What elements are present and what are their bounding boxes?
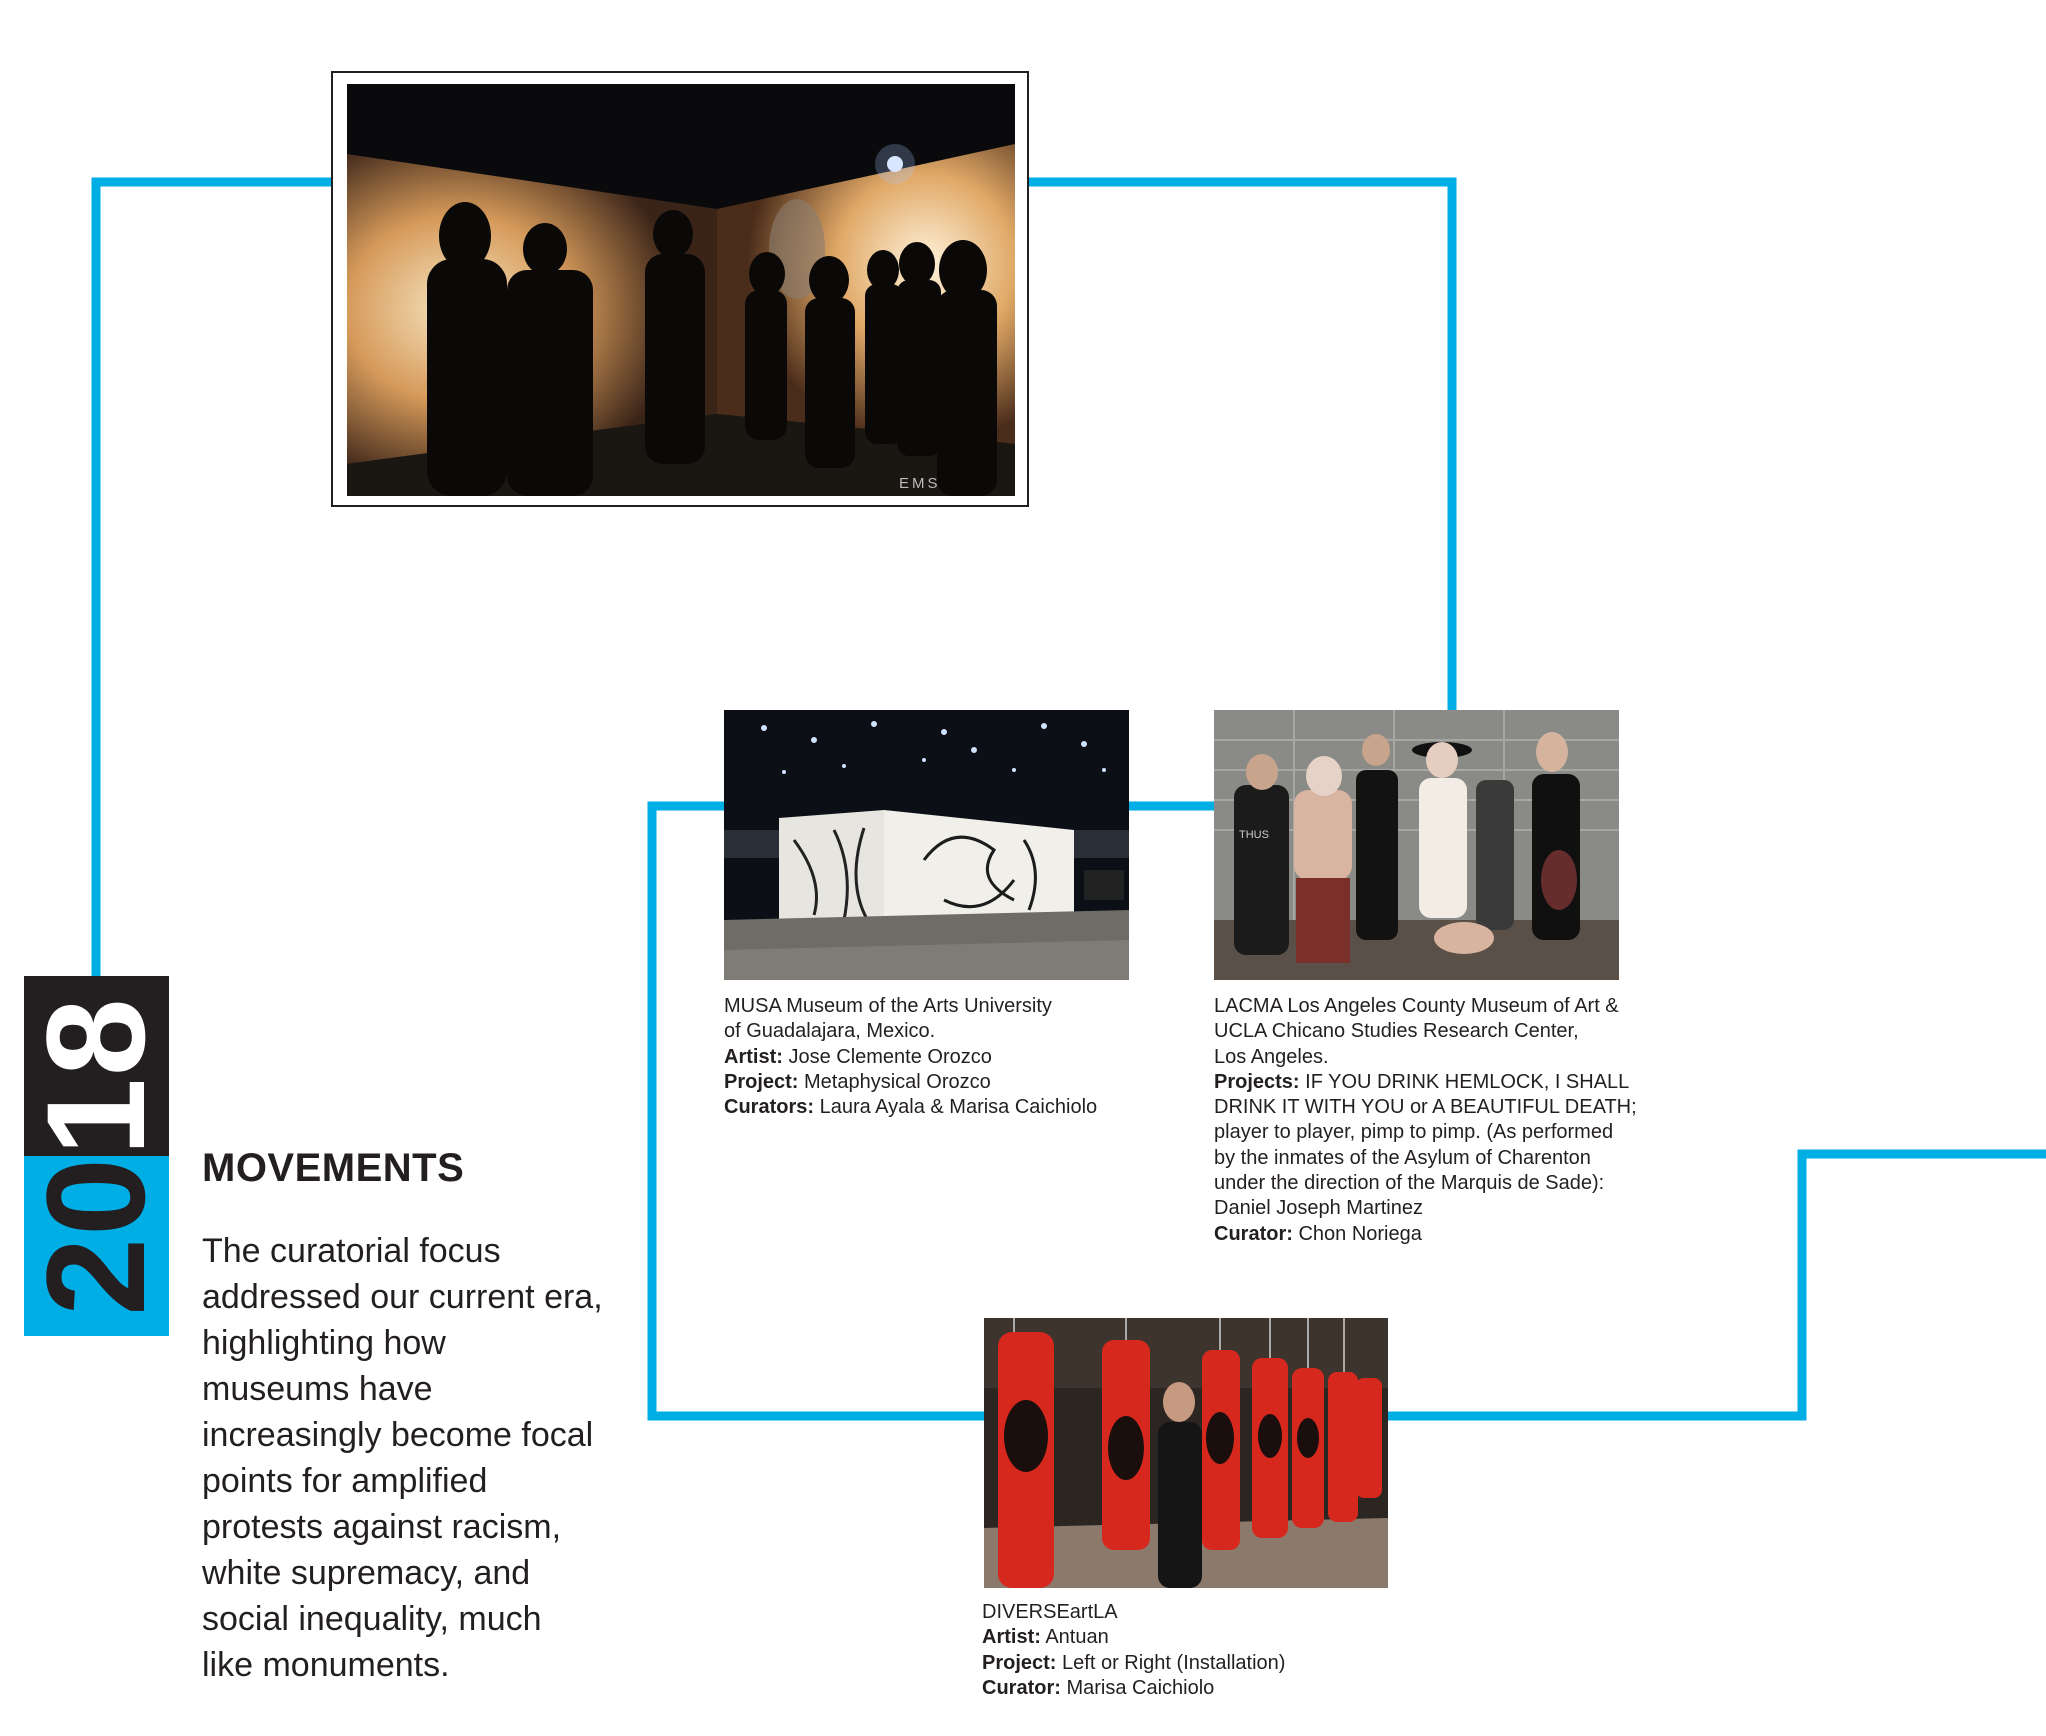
lacma-shirt-text: THUS — [1239, 829, 1269, 841]
lacma-photo — [1214, 710, 1619, 980]
lacma-caption-line-1: LACMA Los Angeles County Museum of Art & — [1214, 995, 1619, 1017]
body-line: addressed our current era, — [202, 1278, 603, 1316]
lacma-caption-line-2: UCLA Chicano Studies Research Center, — [1214, 1020, 1579, 1043]
musa-artist — [724, 1045, 1097, 1070]
artist-value: Antuan — [1040, 1626, 1109, 1649]
diverseartla-photo — [984, 1318, 1388, 1588]
projects-label: Projects: — [1214, 1070, 1300, 1093]
year-label — [17, 996, 174, 1316]
lacma-curator — [1214, 1222, 1637, 1247]
diverse-project — [982, 1651, 1285, 1676]
musa-caption-line-2: of Guadalajara, Mexico. — [724, 1020, 936, 1043]
projects-value: IF YOU DRINK HEMLOCK, I SHALL — [1299, 1070, 1630, 1093]
musa-caption — [724, 994, 1097, 1120]
body-line: like monuments. — [202, 1646, 450, 1684]
diverse-curator — [982, 1676, 1285, 1701]
artist-label: Artist: — [724, 1045, 783, 1068]
lacma-projects-line: by the inmates of the Asylum of Charenton — [1214, 1146, 1591, 1169]
lacma-projects — [1214, 1070, 1637, 1095]
lacma-caption — [1214, 994, 1637, 1247]
curator-value: Marisa Caichiolo — [1060, 1676, 1215, 1699]
project-value: Left or Right (Installation) — [1056, 1651, 1286, 1674]
body-line: museums have — [202, 1370, 433, 1408]
artist-value: Jose Clemente Orozco — [782, 1045, 992, 1068]
main-photo-immersive-projection — [347, 84, 1015, 496]
body-line: increasingly become focal — [202, 1416, 594, 1454]
photo-watermark: EMS — [899, 475, 941, 492]
curator-label: Curator: — [1214, 1222, 1293, 1245]
year-badge — [17, 976, 174, 1336]
lacma-projects-line: Daniel Joseph Martinez — [1214, 1197, 1423, 1220]
curator-value: Chon Noriega — [1292, 1222, 1422, 1245]
body-line: highlighting how — [202, 1324, 446, 1362]
project-value: Metaphysical Orozco — [798, 1070, 991, 1093]
lacma-projects-line: player to player, pimp to pimp. (As performed — [1214, 1121, 1614, 1144]
musa-photo — [724, 710, 1129, 980]
artist-label: Artist: — [982, 1626, 1041, 1649]
diverse-artist — [982, 1625, 1285, 1650]
body-line: points for amplified — [202, 1462, 488, 1500]
section-title: MOVEMENTS — [202, 1146, 465, 1190]
body-line: white supremacy, and — [202, 1554, 531, 1592]
body-line: social inequality, much — [202, 1600, 542, 1638]
musa-curators — [724, 1095, 1097, 1120]
diverseartla-caption — [982, 1600, 1285, 1701]
project-label: Project: — [982, 1651, 1057, 1674]
diverse-caption-line-1: DIVERSEartLA — [982, 1601, 1118, 1623]
curator-label: Curator: — [982, 1676, 1061, 1699]
lacma-caption-line-3: Los Angeles. — [1214, 1045, 1329, 1068]
musa-caption-line-1: MUSA Museum of the Arts University — [724, 995, 1052, 1017]
body-line: The curatorial focus — [202, 1232, 501, 1270]
curators-label: Curators: — [724, 1096, 815, 1119]
lacma-projects-line: DRINK IT WITH YOU or A BEAUTIFUL DEATH; — [1214, 1096, 1637, 1119]
year-digits-18: 18 — [17, 996, 174, 1156]
section-body — [202, 1228, 642, 1688]
year-digits-20: 20 — [17, 1156, 174, 1316]
musa-project — [724, 1070, 1097, 1095]
lacma-projects-line: under the direction of the Marquis de Sade): — [1214, 1172, 1605, 1195]
body-line: protests against racism, — [202, 1508, 562, 1546]
curators-value: Laura Ayala & Marisa Caichiolo — [814, 1096, 1098, 1119]
project-label: Project: — [724, 1070, 799, 1093]
